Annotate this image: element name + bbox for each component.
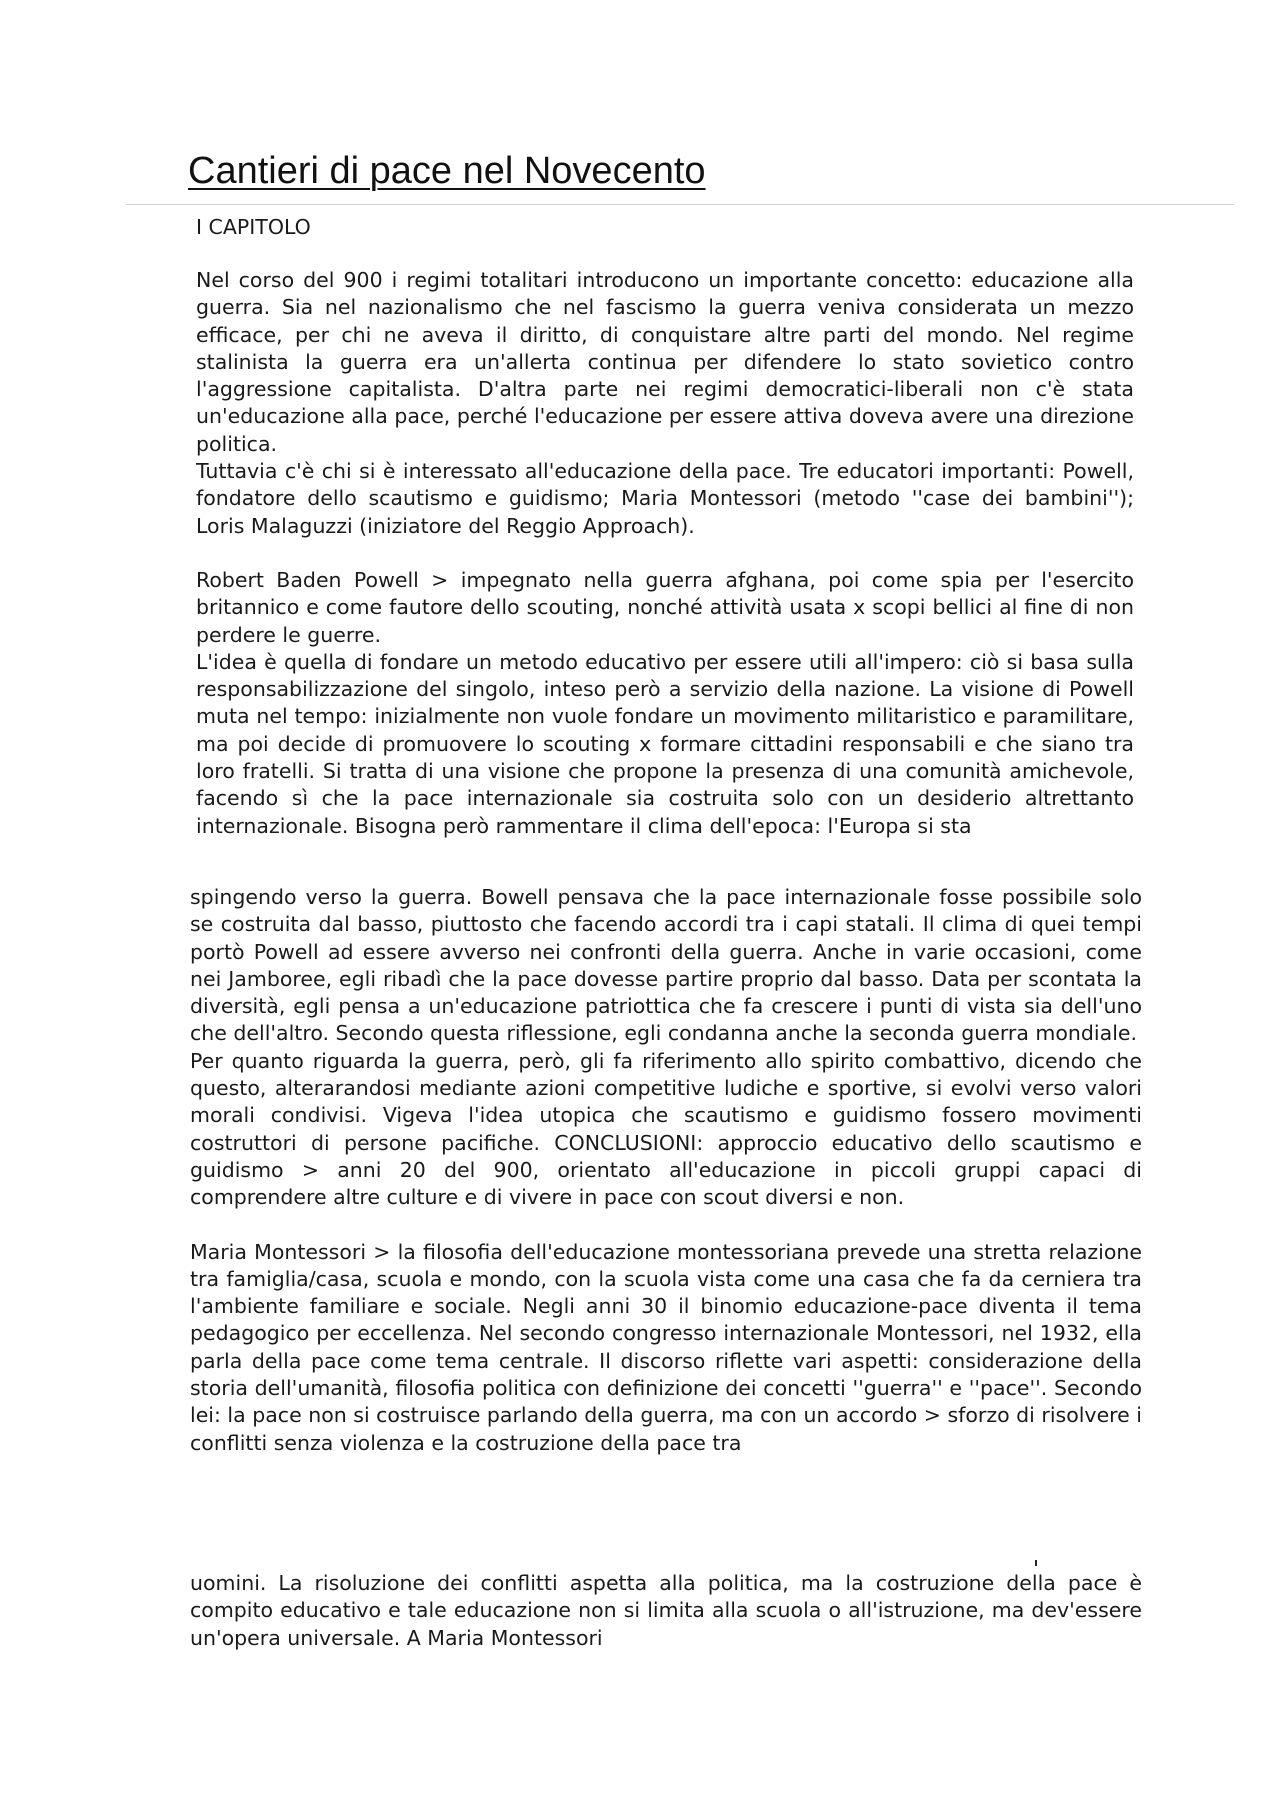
paragraph: Maria Montessori > la filosofia dell'educazione montessoriana prevede una stretta relazione tra famiglia/casa, scuola e mondo, con la scuola vista come una casa che fa da cerniera tra l'ambiente familiare e sociale. Negli anni 30 il binomio educazione-pace diventa il tema pedagogico per eccellenza. Nel secondo congresso internazionale Montessori, nel 1932, ella parla della pace come tema centrale. Il discorso riflette vari aspetti: considerazione della storia dell'umanità, filosofia politica con definizione dei concetti ''guerra'' e ''pace''. Secondo lei: la pace non si costruisce parlando della guerra, ma con un accordo > sforzo di risolvere i conflitti senza violenza e la costruzione della pace tra	[190, 1239, 1142, 1455]
text-block-powell	[190, 884, 1142, 1457]
paragraph: Nel corso del 900 i regimi totalitari introducono un importante concetto: educazione alla guerra. Sia nel nazionalismo che nel fascismo la guerra veniva considerata un mezzo efficace, per chi ne aveva il diritto, di conquistare altre parti del mondo. Nel regime stalinista la guerra era un'allerta continua per difendere lo stato sovietico contro l'aggressione capitalista. D'altra parte nei regimi democratici-liberali non c'è stata un'educazione alla pace, perché l'educazione per essere attiva doveva avere una direzione politica.	[196, 268, 1134, 456]
title-divider	[126, 204, 1234, 205]
page-title: Cantieri di pace nel Novecento	[188, 150, 706, 192]
paragraph: Per quanto riguarda la guerra, però, gli fa riferimento allo spirito combattivo, dicendo che questo, alterarandosi mediante azioni competitive ludiche e sportive, si evolvi verso valori morali condivisi. Vigeva l'idea utopica che scautismo e guidismo fossero movimenti costruttori di persone pacifiche. CONCLUSIONI: approccio educativo dello scautismo e guidismo > anni 20 del 900, orientato all'educazione in piccoli gruppi capaci di comprendere altre culture e di vivere in pace con scout diversi e non.	[190, 1048, 1142, 1210]
paragraph: Robert Baden Powell > impegnato nella guerra afghana, poi come spia per l'esercito britannico e come fautore dello scouting, nonché attività usata x scopi bellici al fine di non perdere le guerre.	[196, 567, 1134, 647]
chapter-heading: I CAPITOLO	[196, 215, 311, 239]
text-block-intro	[196, 267, 1134, 840]
paragraph: Tuttavia c'è chi si è interessato all'educazione della pace. Tre educatori importanti: Powell, fondatore dello scautismo e guidismo; Maria Montessori (metodo ''case dei bambini''); Loris Malaguzzi (iniziatore del Reggio Approach).	[196, 459, 1134, 538]
scan-mark	[1035, 1560, 1037, 1566]
paragraph: L'idea è quella di fondare un metodo educativo per essere utili all'impero: ciò si basa sulla responsabilizzazione del singolo, inteso però a servizio della nazione. La visione di Powell muta nel tempo: inizialmente non vuole fondare un movimento militaristico e paramilitare, ma poi decide di promuovere lo scouting x formare cittadini responsabili e che siano tra loro fratelli. Si tratta di una visione che propone la presenza di una comunità amichevole, facendo sì che la pace internazionale sia costruita solo con un desiderio altrettanto internazionale. Bisogna però rammentare il clima dell'epoca: l'Europa si sta	[196, 649, 1134, 838]
text-block-montessori	[190, 1570, 1142, 1652]
paragraph: spingendo verso la guerra. Bowell pensava che la pace internazionale fosse possibile solo se costruita dal basso, piuttosto che facendo accordi tra i capi statali. Il clima di quei tempi portò Powell ad essere avverso nei confronti della guerra. Anche in varie occasioni, come nei Jamboree, egli ribadì che la pace dovesse partire proprio dal basso. Data per scontata la diversità, egli pensa a un'educazione patriottica che fa crescere i punti di vista sia dell'uno che dell'altro. Secondo questa riflessione, egli condanna anche la seconda guerra mondiale.	[190, 885, 1142, 1046]
paragraph: uomini. La risoluzione dei conflitti aspetta alla politica, ma la costruzione della pace è compito educativo e tale educazione non si limita alla scuola o all'istruzione, ma dev'essere un'opera universale. A Maria Montessori	[190, 1571, 1142, 1650]
